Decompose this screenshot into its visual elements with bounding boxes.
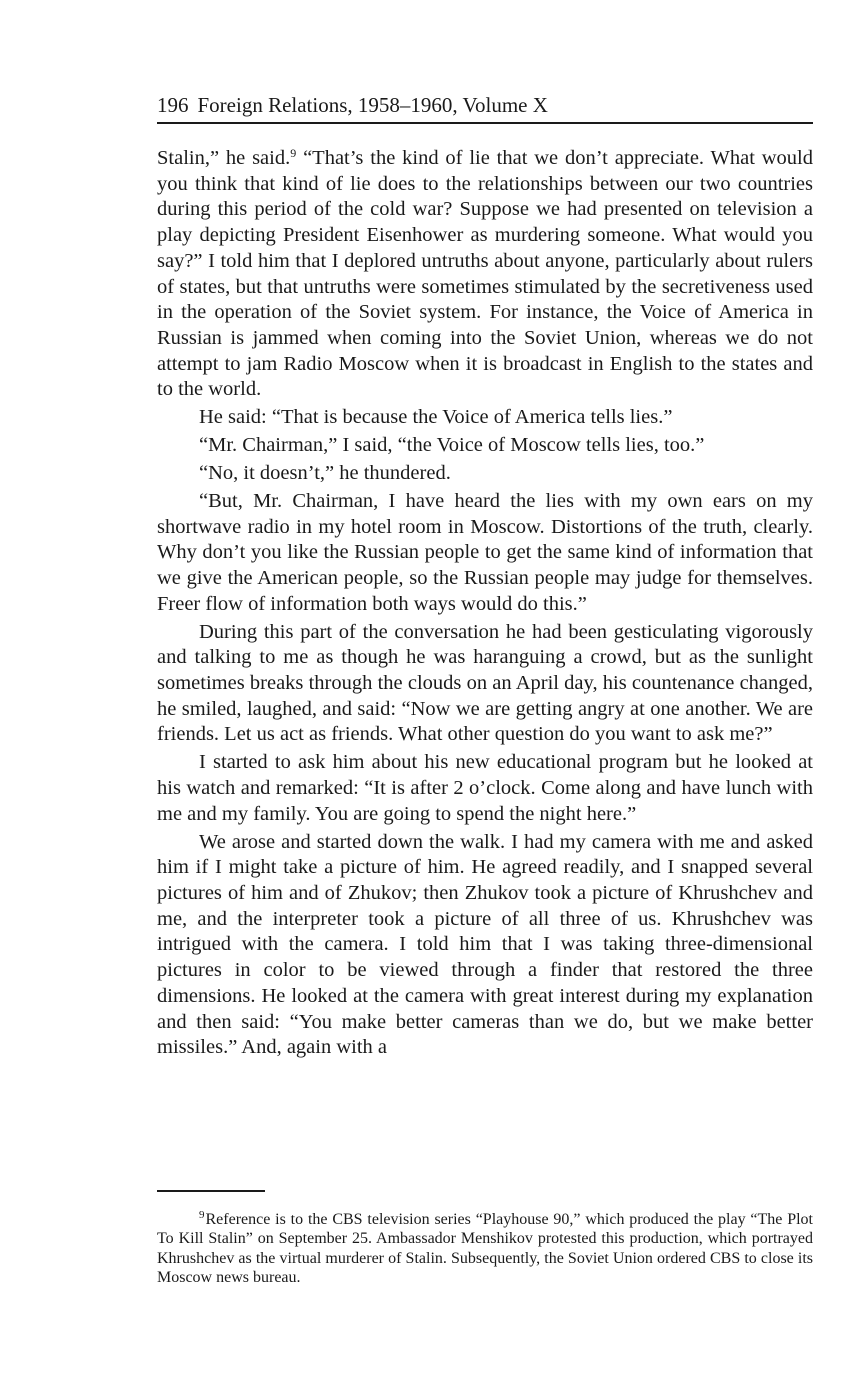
paragraph-3: “Mr. Chairman,” I said, “the Voice of Moscow tells lies, too.” [199,434,705,457]
paragraph-8: We arose and started down the walk. I had my camera with me and asked him if I might take a picture of him. He agreed readily, and I snapped several pictures of him and of Zhukov; then Zhukov took a picture of Khrushchev and me, and the interpreter took a picture of all three of us. Khrushchev was intrigued with the camera. I told him that I was taking three-dimensional pictures in color to be viewed through a finder that restored the three dimensions. He looked at the camera with great interest during my explanation and then said: “You make better cameras than we do, but we make better missiles.” And, again with a [157,830,813,1059]
paragraph-4: “No, it doesn’t,” he thundered. [199,462,451,484]
paragraph-2: He said: “That is because the Voice of America tells lies.” [199,406,673,429]
footnote-text: Reference is to the CBS television series “Playhouse 90,” which produced the play “The Plot To Kill Stalin” on September 25. Ambassador Menshikov protested this production, which portrayed Khrushchev as the virtual murderer of Stalin. Subsequently, the Soviet Union ordered CBS to close its Moscow news bureau. [157,1211,813,1287]
body-text [157,146,813,1061]
page-number: 196 [157,93,189,117]
footnote-mark: 9 [199,1209,205,1221]
volume-title: Foreign Relations, 1958–1960, Volume X [197,93,548,117]
footnote-reference: 9 [290,146,297,160]
footnote [157,1210,813,1288]
page-content [157,92,813,1063]
paragraph-1 [157,146,813,403]
paragraph-6: During this part of the conversation he had been gesticulating vigorously and talking to me as though he was haranguing a crowd, but as the sunlight sometimes breaks through the clouds on an April day, his countenance changed, he smiled, laughed, and said: “Now we are getting angry at one another. We are friends. Let us act as friends. What other question do you want to ask me?” [157,620,813,746]
paragraph-5: “But, Mr. Chairman, I have heard the lies with my own ears on my shortwave radio in my hotel room in Moscow. Distortions of the truth, clearly. Why don’t you like the Russian people to get the same kind of information that we give the American people, so the Russian people may judge for themselves. Freer flow of information both ways would do this.” [157,489,813,615]
paragraph-text: “That’s the kind of lie that we don’t appreciate. What would you think that kind of lie does to the relationships between our two countries during this period of the cold war? Suppose we had presented on television a play depicting President Eisenhower as murdering someone. What would you say?” I told him that I deplored untruths about anyone, particularly about rulers of states, but that untruths were sometimes stimulated by the secretiveness used in the operation of the Soviet system. For instance, the Voice of America in Russian is jammed when coming into the Soviet Union, whereas we do not attempt to jam Radio Moscow when it is broadcast in English to the states and to the world. [157,147,813,401]
paragraph-text: Stalin,” he said. [157,147,291,169]
running-head [157,92,813,124]
paragraph-7: I started to ask him about his new educational program but he looked at his watch and remarked: “It is after 2 o’clock. Come along and have lunch with me and my family. You are going to spend the night here.” [157,751,813,825]
footnote-divider [157,1190,265,1192]
